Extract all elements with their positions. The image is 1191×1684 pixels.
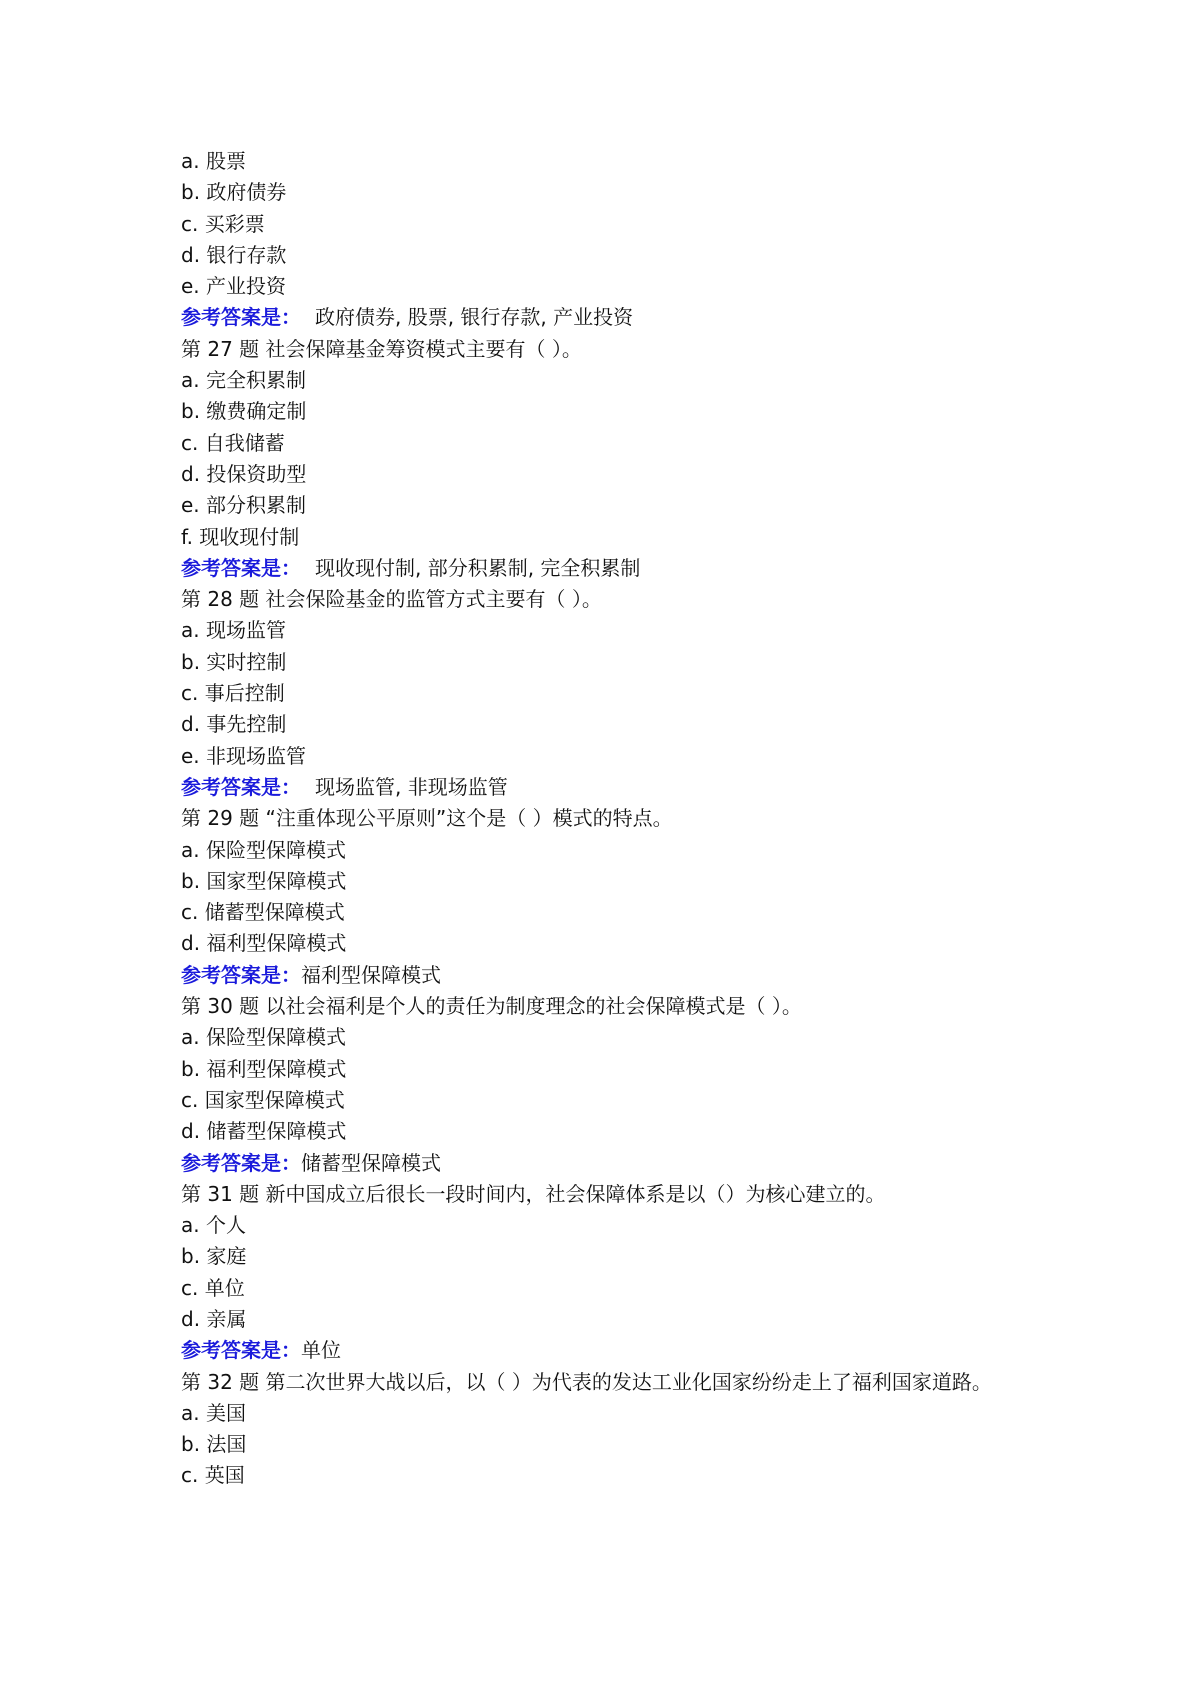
option-line: b. 福利型保障模式 bbox=[181, 1056, 347, 1081]
option-line: a. 股票 bbox=[181, 149, 246, 173]
answer-line bbox=[181, 772, 1021, 803]
option-line: e. 非现场监管 bbox=[181, 743, 307, 768]
answer-line bbox=[181, 960, 1021, 991]
answer-text: 政府债券, 股票, 银行存款, 产业投资 bbox=[315, 305, 634, 330]
question-line: 第 27 题 社会保障基金筹资模式主要有（ ）。 bbox=[181, 336, 582, 361]
option-line: d. 银行存款 bbox=[181, 242, 287, 267]
option-line: b. 法国 bbox=[181, 1432, 247, 1457]
option-line: b. 缴费确定制 bbox=[181, 399, 307, 424]
option-line: c. 国家型保障模式 bbox=[181, 1087, 345, 1112]
option-line: c. 储蓄型保障模式 bbox=[181, 900, 345, 925]
option-line: b. 实时控制 bbox=[181, 649, 287, 674]
option-line: a. 现场监管 bbox=[181, 618, 286, 643]
answer-text: 现场监管, 非现场监管 bbox=[315, 774, 508, 799]
option-line: f. 现收现付制 bbox=[181, 524, 300, 549]
option-line: a. 个人 bbox=[181, 1213, 246, 1238]
option-line: a. 保险型保障模式 bbox=[181, 1025, 346, 1050]
option-line: c. 英国 bbox=[181, 1463, 245, 1488]
question-line: 第 29 题 “注重体现公平原则”这个是（ ）模式的特点。 bbox=[181, 806, 673, 831]
answer-label: 参考答案是： bbox=[181, 555, 301, 580]
option-line: d. 事先控制 bbox=[181, 712, 287, 737]
option-line: d. 投保资助型 bbox=[181, 461, 307, 486]
question-line: 第 28 题 社会保险基金的监管方式主要有（ ）。 bbox=[181, 587, 602, 612]
question-line: 第 31 题 新中国成立后很长一段时间内，社会保障体系是以（）为核心建立的。 bbox=[181, 1181, 886, 1206]
option-line: c. 单位 bbox=[181, 1275, 245, 1300]
question-line: 第 30 题 以社会福利是个人的责任为制度理念的社会保障模式是（ ）。 bbox=[181, 994, 802, 1019]
option-line: c. 事后控制 bbox=[181, 681, 285, 706]
option-line: c. 自我储蓄 bbox=[181, 430, 285, 455]
answer-label: 参考答案是： bbox=[181, 774, 301, 799]
option-line: c. 买彩票 bbox=[181, 211, 265, 236]
answer-label: 参考答案是： bbox=[181, 1338, 301, 1363]
answer-text: 现收现付制, 部分积累制, 完全积累制 bbox=[315, 555, 641, 580]
option-line: d. 储蓄型保障模式 bbox=[181, 1119, 347, 1144]
question-line: 第 32 题 第二次世界大战以后，以（ ）为代表的发达工业化国家纷纷走上了福利国家道路。 bbox=[181, 1369, 992, 1394]
answer-text: 福利型保障模式 bbox=[301, 962, 441, 987]
option-line: a. 保险型保障模式 bbox=[181, 837, 346, 862]
answer-label: 参考答案是： bbox=[181, 305, 301, 330]
option-line: e. 产业投资 bbox=[181, 274, 287, 299]
answer-line bbox=[181, 302, 1021, 333]
answer-text: 储蓄型保障模式 bbox=[301, 1150, 441, 1175]
option-line: d. 亲属 bbox=[181, 1306, 247, 1331]
answer-line bbox=[181, 1335, 1021, 1366]
answer-label: 参考答案是： bbox=[181, 1150, 301, 1175]
answer-line bbox=[181, 553, 1021, 584]
option-line: a. 完全积累制 bbox=[181, 368, 306, 393]
option-line: e. 部分积累制 bbox=[181, 493, 307, 518]
option-line: a. 美国 bbox=[181, 1400, 246, 1425]
option-line: b. 政府债券 bbox=[181, 180, 287, 205]
document-page bbox=[181, 146, 1021, 1492]
answer-label: 参考答案是： bbox=[181, 962, 301, 987]
answer-text: 单位 bbox=[301, 1338, 341, 1363]
option-line: d. 福利型保障模式 bbox=[181, 931, 347, 956]
option-line: b. 国家型保障模式 bbox=[181, 868, 347, 893]
answer-line bbox=[181, 1148, 1021, 1179]
option-line: b. 家庭 bbox=[181, 1244, 247, 1269]
